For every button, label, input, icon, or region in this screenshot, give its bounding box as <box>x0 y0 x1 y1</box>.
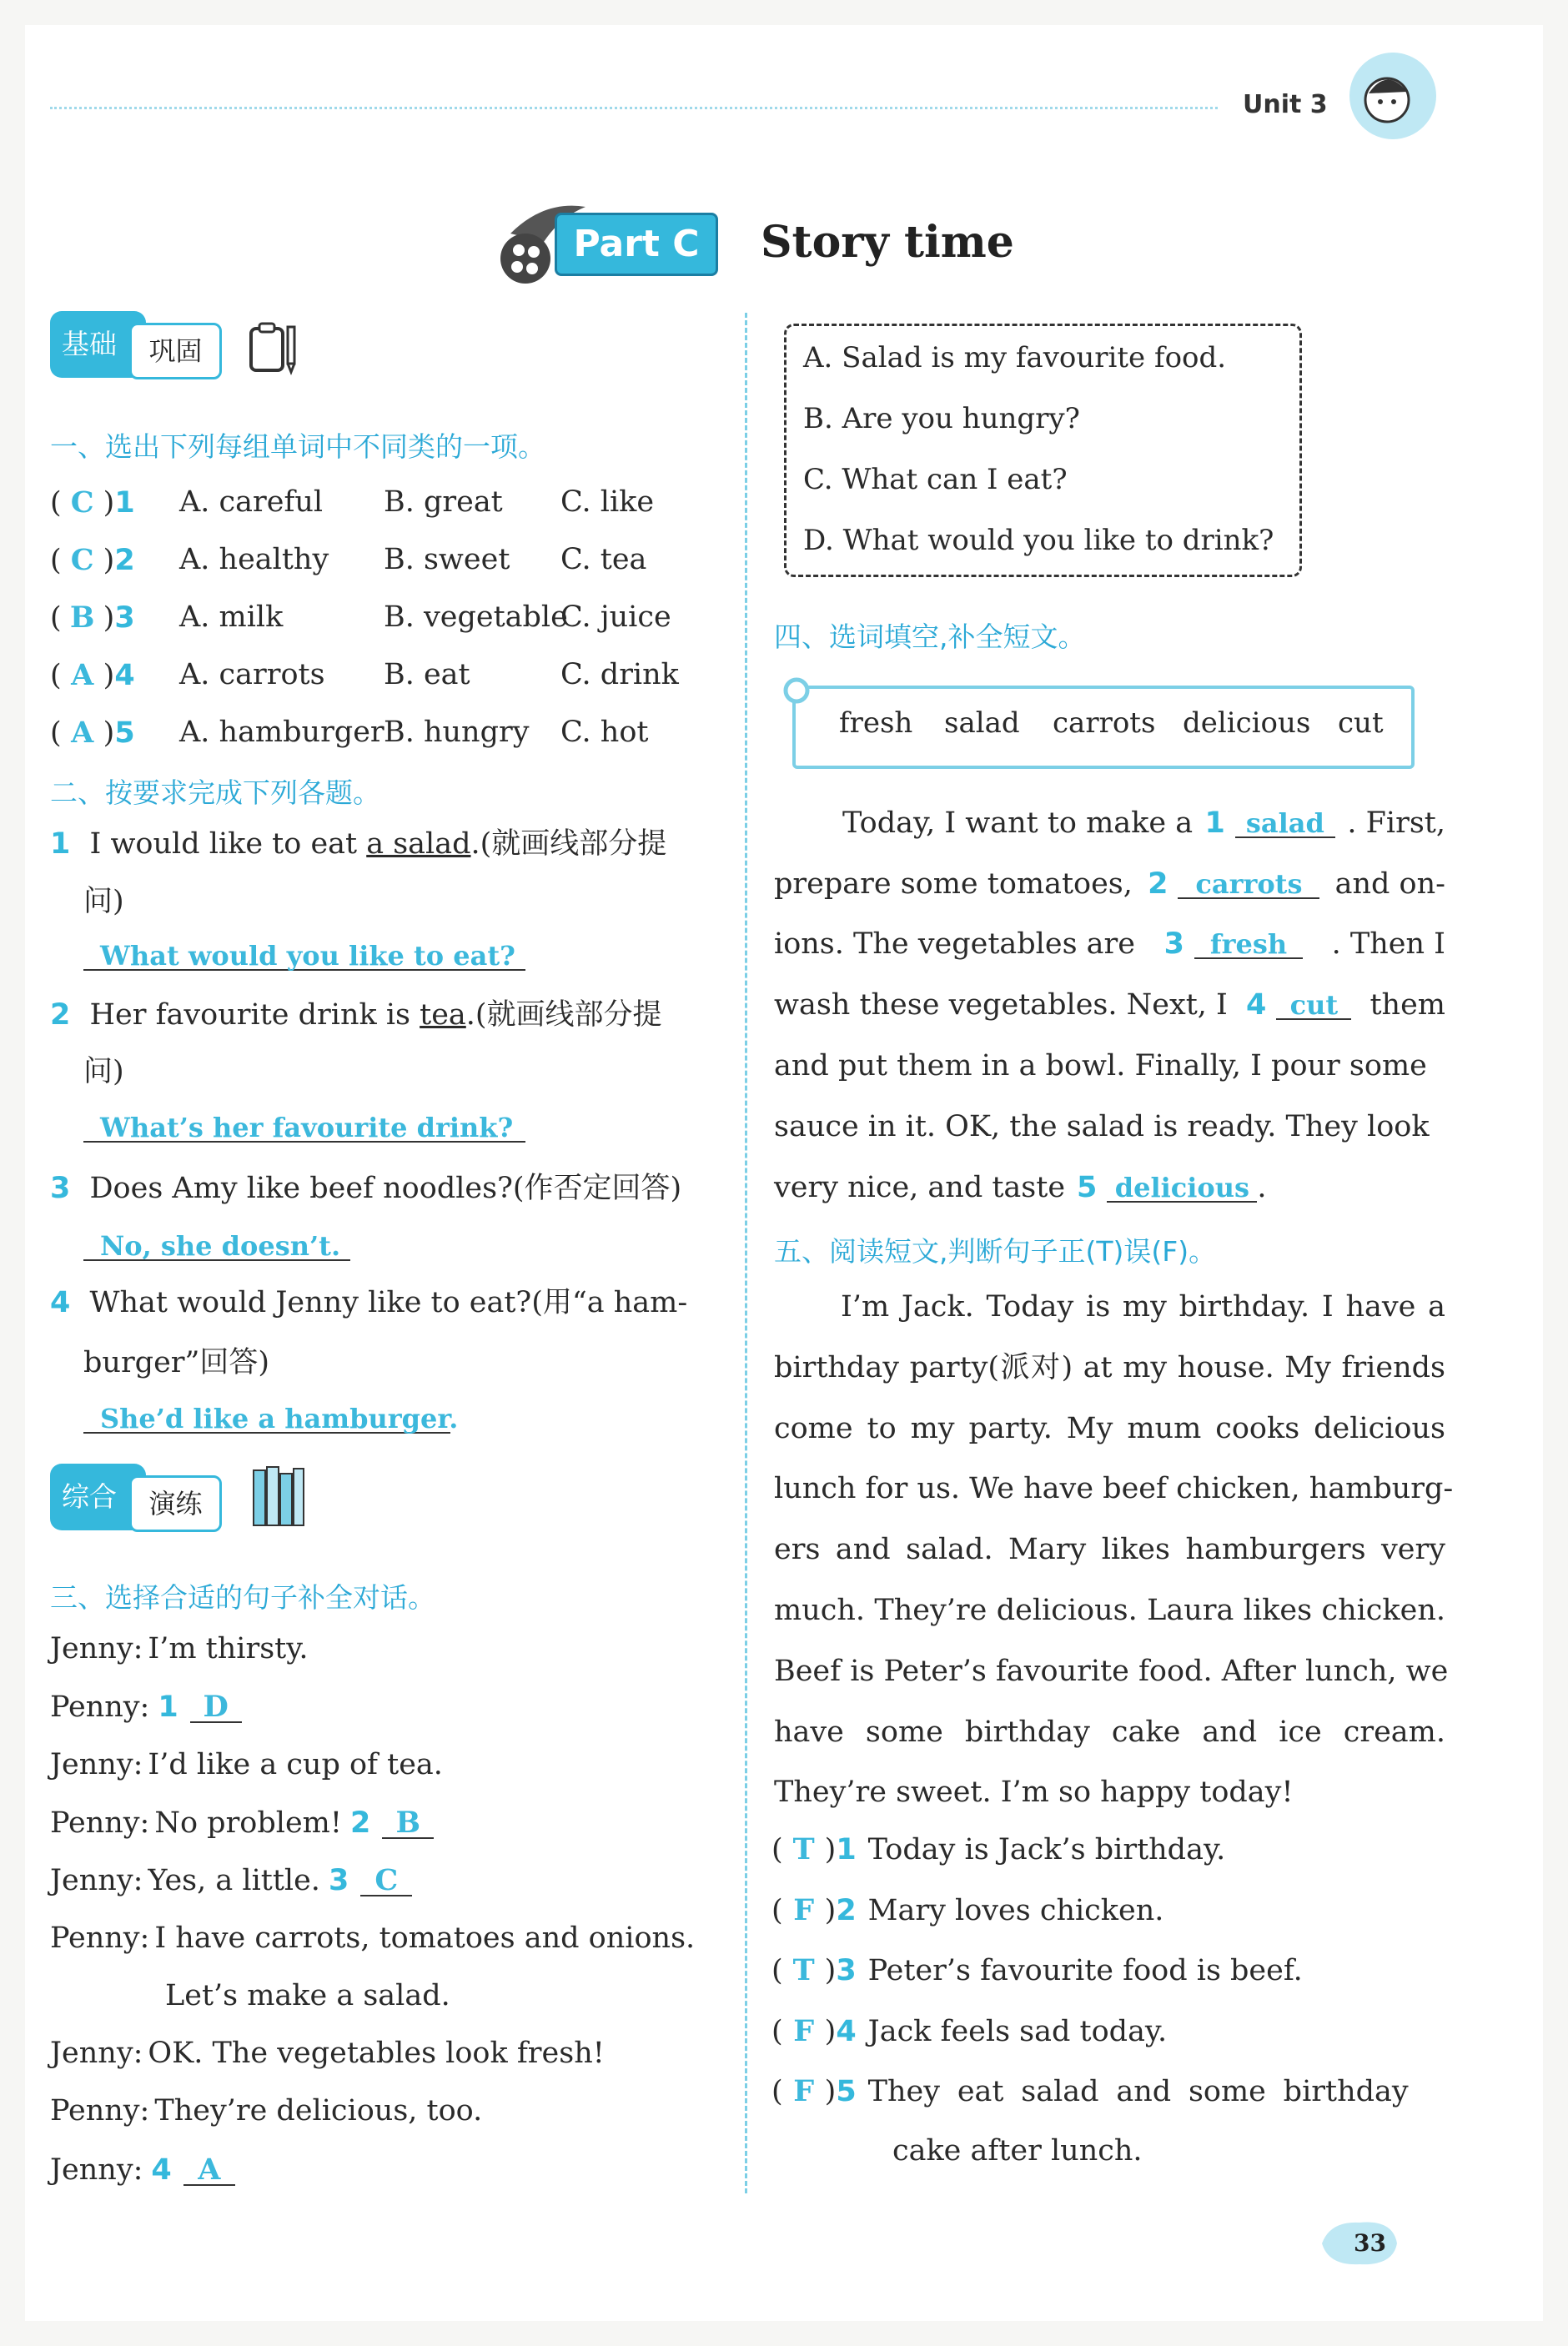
passage-text: very nice, and taste <box>774 1171 1066 1204</box>
passage-text: . First, <box>1347 806 1445 840</box>
section2-title: 二、按要求完成下列各题。 <box>50 776 380 809</box>
s5-paren-open: ( <box>771 1893 783 1927</box>
badge-basic-2: 巩固 <box>129 323 222 379</box>
passage-text: sauce in it. OK, the salad is ready. They look <box>774 1110 1430 1143</box>
s1-answer: A <box>71 716 94 750</box>
s2-q2-answer <box>83 1114 525 1143</box>
passage-blank-answer: carrots <box>1178 871 1319 899</box>
option-a: A. Salad is my favourite food. <box>803 341 1227 374</box>
word-fresh: fresh <box>839 706 913 740</box>
s1-option-c: C. tea <box>560 543 647 576</box>
s1-option-a: A. careful <box>179 485 324 519</box>
s5-passage-line: lunch for us. We have beef chicken, hamburg- <box>774 1472 1454 1506</box>
dialogue-line <box>50 1805 434 1840</box>
s5-paren-close: ) <box>824 2075 837 2108</box>
s2-q1-pre: I would like to eat <box>89 827 367 861</box>
s5-paren-open: ( <box>771 1954 783 1987</box>
s2-q2-line2: 问) <box>83 1055 124 1088</box>
s1-option-a: A. carrots <box>179 658 325 691</box>
word-cut: cut <box>1338 706 1384 740</box>
dialogue-blank-answer: A <box>183 2155 235 2186</box>
passage-blank-answer: cut <box>1276 992 1351 1020</box>
passage-blank <box>1204 806 1335 840</box>
s1-paren-close: ) <box>103 716 115 750</box>
pin-icon <box>780 674 813 707</box>
s2-q4-num: 4 <box>50 1286 71 1319</box>
s5-paren-close: ) <box>824 1954 837 1987</box>
passage-blank-answer: fresh <box>1194 931 1303 959</box>
s1-answer: B <box>69 600 95 635</box>
s5-passage-line: much. They’re delicious. Laura likes chicken. <box>774 1594 1445 1627</box>
dialogue-text: No problem! <box>154 1806 342 1840</box>
s1-paren-open: ( <box>50 544 62 577</box>
dialogue-blank-num: 1 <box>158 1690 178 1725</box>
dialogue-speaker: Jenny: <box>50 1864 143 1898</box>
passage-text: prepare some tomatoes, <box>774 867 1133 901</box>
s2-q3-num: 3 <box>50 1172 71 1205</box>
s2-q4-text: What would Jenny like to eat?(用“a ham- <box>89 1286 688 1319</box>
badge-basic-1: 基础 <box>50 311 146 378</box>
s5-paren-close: ) <box>824 1893 837 1927</box>
s5-num: 3 <box>836 1954 857 1987</box>
dialogue-text: OK. The vegetables look fresh! <box>148 2037 605 2071</box>
s1-option-b: B. sweet <box>384 543 510 576</box>
s5-num: 1 <box>836 1833 857 1866</box>
s2-q1-line2: 问) <box>83 885 124 918</box>
passage-blank-answer: delicious <box>1107 1174 1257 1203</box>
s5-passage-line: have some birthday cake and ice cream. <box>774 1715 1445 1749</box>
s1-paren-open: ( <box>50 716 62 750</box>
dialogue-line <box>50 2094 483 2128</box>
dialogue-blank-num: 2 <box>349 1806 371 1840</box>
dialogue-text: Yes, a little. <box>148 1864 320 1898</box>
s5-item <box>771 2013 1168 2048</box>
s5-answer: T <box>792 1832 815 1866</box>
column-divider <box>745 313 747 2193</box>
s1-option-b: B. eat <box>384 658 470 691</box>
s2-q1 <box>50 827 667 861</box>
section1-title: 一、选出下列每组单词中不同类的一项。 <box>50 430 545 463</box>
mascot-icon <box>1339 42 1447 150</box>
word-delicious: delicious <box>1183 706 1311 740</box>
s5-paren-open: ( <box>771 2014 783 2048</box>
page-title: Story time <box>761 217 1014 268</box>
passage-line <box>774 988 1445 1022</box>
s2-q1-underline: a salad <box>366 827 471 861</box>
s5-paren-open: ( <box>771 1833 783 1866</box>
dialogue-speaker: Penny: <box>50 1921 150 1955</box>
s1-answer: C <box>70 543 94 577</box>
option-b: B. Are you hungry? <box>803 402 1080 435</box>
option-d: D. What would you like to drink? <box>803 524 1274 557</box>
s2-q1-answer <box>83 942 525 971</box>
s5-item <box>771 1953 1303 1987</box>
passage-blank-num: 1 <box>1204 806 1225 840</box>
s5-text: They eat salad and some birthday <box>867 2075 1409 2108</box>
passage-text: . Then I <box>1331 927 1445 961</box>
dialogue-text: I’d like a cup of tea. <box>148 1747 443 1781</box>
dialogue-blank-num: 3 <box>328 1864 349 1898</box>
dialogue-speaker: Jenny: <box>50 1632 143 1665</box>
badge-comp-1: 综合 <box>50 1464 146 1530</box>
s1-paren-open: ( <box>50 486 62 520</box>
dialogue-blank-answer: D <box>190 1692 242 1723</box>
s2-q3-answer-text: No, she doesn’t. <box>100 1230 341 1262</box>
s5-paren-open: ( <box>771 2075 783 2108</box>
dialogue-text: I’m thirsty. <box>148 1632 309 1665</box>
s2-q2 <box>50 998 662 1032</box>
s5-num: 4 <box>836 2014 857 2048</box>
passage-line <box>774 927 1445 961</box>
s1-paren-close: ) <box>103 486 115 520</box>
s5-text: Today is Jack’s birthday. <box>867 1833 1226 1866</box>
passage-text: ions. The vegetables are <box>774 927 1135 961</box>
s1-row <box>50 718 143 748</box>
passage-blank-answer: salad <box>1235 810 1335 838</box>
header-dotted-rule <box>50 107 1218 109</box>
s5-answer: F <box>793 2074 815 2108</box>
s1-num: 3 <box>114 601 135 635</box>
dialogue-speaker: Penny: <box>50 1690 150 1725</box>
s5-text: Jack feels sad today. <box>867 2014 1168 2048</box>
s1-option-c: C. like <box>560 485 655 519</box>
passage-blank-num: 3 <box>1163 927 1184 961</box>
s1-option-b: B. great <box>384 485 503 519</box>
passage-blank <box>1163 927 1303 961</box>
s2-q2-underline: tea <box>420 998 466 1032</box>
s1-option-b: B. hungry <box>384 716 530 749</box>
s2-q2-pre: Her favourite drink is <box>89 998 420 1032</box>
part-label <box>555 213 718 276</box>
s2-q3 <box>50 1174 681 1203</box>
s5-passage-line: come to my party. My mum cooks delicious <box>774 1411 1445 1445</box>
s2-q3-text: Does Amy like beef noodles?(作否定回答) <box>89 1172 682 1205</box>
dialogue-speaker: Jenny: <box>50 1747 143 1781</box>
s5-answer: F <box>793 2013 815 2048</box>
s2-q2-post: .(就画线部分提 <box>465 998 662 1032</box>
passage-text: and on- <box>1334 867 1445 901</box>
passage-blank-num: 5 <box>1077 1171 1098 1204</box>
passage-text: and put them in a bowl. Finally, I pour some <box>774 1049 1427 1083</box>
s1-option-a: A. milk <box>179 600 284 634</box>
passage-line <box>774 1110 1445 1143</box>
s2-q2-answer-text: What’s her favourite drink? <box>100 1112 514 1143</box>
s2-q1-num: 1 <box>50 827 71 861</box>
dialogue-line <box>50 1921 696 1955</box>
dialogue-text: They’re delicious, too. <box>154 2094 483 2128</box>
s1-num: 5 <box>114 716 135 750</box>
part-label-text: Part C <box>573 223 700 265</box>
dialogue-text: Let’s make a salad. <box>165 1978 450 2012</box>
s2-q4-answer <box>83 1403 459 1434</box>
badge-comp <box>50 1464 234 1539</box>
s1-paren-open: ( <box>50 659 62 692</box>
section3-title: 三、选择合适的句子补全对话。 <box>50 1581 435 1614</box>
unit-label: Unit 3 <box>1243 90 1328 119</box>
dialogue-line <box>160 1978 450 2012</box>
s1-answer: A <box>71 658 94 692</box>
dialogue-line <box>50 2152 235 2187</box>
s5-item <box>771 1832 1226 1866</box>
s5-answer: T <box>792 1953 815 1987</box>
dialogue-speaker: Jenny: <box>50 2037 143 2071</box>
passage-text: them <box>1369 988 1445 1022</box>
s5-text-line2: cake after lunch. <box>892 2134 1143 2168</box>
s5-num: 5 <box>836 2075 857 2108</box>
dialogue-line <box>50 1863 412 1898</box>
passage-blank-num: 4 <box>1245 988 1267 1022</box>
s2-q4-line2: burger”回答) <box>83 1346 270 1379</box>
section4-title: 四、选词填空,补全短文。 <box>774 620 1086 653</box>
s5-passage-line: ers and salad. Mary likes hamburgers very <box>774 1533 1445 1567</box>
s2-q2-num: 2 <box>50 998 71 1032</box>
passage-blank-num: 2 <box>1148 867 1168 901</box>
dialogue-line <box>50 1632 309 1665</box>
s5-text: Mary loves chicken. <box>867 1893 1164 1927</box>
passage-line <box>774 1049 1445 1083</box>
dialogue-line <box>50 1747 443 1781</box>
page-number: 33 <box>1354 2229 1386 2257</box>
s1-row <box>50 545 143 575</box>
passage-text: wash these vegetables. Next, I <box>774 988 1228 1022</box>
s1-row <box>50 600 143 635</box>
s5-item <box>771 1892 1164 1927</box>
passage-blank <box>1148 867 1319 901</box>
s2-q1-post: .(就画线部分提 <box>470 827 667 861</box>
s5-paren-close: ) <box>824 1833 837 1866</box>
word-carrots: carrots <box>1053 706 1156 740</box>
s2-q1-answer-text: What would you like to eat? <box>100 940 515 972</box>
s1-paren-close: ) <box>103 544 115 577</box>
passage-line <box>774 1173 1267 1203</box>
dialogue-text: I have carrots, tomatoes and onions. <box>154 1921 696 1955</box>
passage-line <box>774 867 1445 901</box>
dialogue-blank-answer: B <box>382 1808 434 1839</box>
books-icon <box>250 1464 309 1530</box>
passage-blank <box>1077 1171 1257 1204</box>
s1-num: 2 <box>114 544 135 577</box>
s1-option-c: C. hot <box>560 716 649 749</box>
s2-q4-answer-text: She’d like a hamburger. <box>100 1403 459 1434</box>
word-salad: salad <box>944 706 1020 740</box>
dialogue-blank-answer: C <box>360 1866 412 1896</box>
badge-basic <box>50 311 234 386</box>
passage-text: Today, I want to make a <box>842 806 1194 840</box>
s5-item <box>771 2074 1409 2108</box>
s1-answer: C <box>70 485 94 520</box>
s1-paren-close: ) <box>103 601 115 635</box>
s1-num: 1 <box>114 486 135 520</box>
s1-num: 4 <box>114 659 135 692</box>
s1-row <box>50 485 143 520</box>
s5-num: 2 <box>836 1893 857 1927</box>
s5-passage-line: They’re sweet. I’m so happy today! <box>774 1776 1294 1810</box>
clipboard-icon <box>246 317 304 375</box>
dialogue-blank-num: 4 <box>151 2153 172 2187</box>
s5-passage-line: birthday party(派对) at my house. My friends <box>774 1350 1445 1384</box>
s5-text: Peter’s favourite food is beef. <box>867 1954 1303 1987</box>
s2-q3-answer <box>83 1230 350 1262</box>
s5-passage-line: I’m Jack. Today is my birthday. I have a <box>841 1290 1445 1324</box>
s1-option-b: B. vegetable <box>384 600 568 634</box>
s1-option-c: C. drink <box>560 658 679 691</box>
s1-row <box>50 658 143 692</box>
passage-blank <box>1245 988 1351 1022</box>
s1-paren-open: ( <box>50 601 62 635</box>
dialogue-speaker: Penny: <box>50 1806 150 1840</box>
s5-paren-close: ) <box>824 2014 837 2048</box>
passage-line <box>774 806 1445 840</box>
s2-q4 <box>50 1286 688 1319</box>
s5-answer: F <box>793 1892 815 1927</box>
s1-option-a: A. healthy <box>179 543 329 576</box>
passage-text: . <box>1257 1171 1267 1204</box>
s5-passage-line: Beef is Peter’s favourite food. After lunch, we <box>774 1654 1449 1688</box>
dialogue-speaker: Penny: <box>50 2094 150 2128</box>
section5-title: 五、阅读短文,判断句子正(T)误(F)。 <box>774 1235 1217 1268</box>
s1-paren-close: ) <box>103 659 115 692</box>
dialogue-line <box>50 2037 605 2071</box>
option-c: C. What can I eat? <box>803 463 1068 496</box>
dialogue-speaker: Jenny: <box>50 2153 143 2187</box>
s1-option-a: A. hamburger <box>179 716 384 749</box>
s1-option-c: C. juice <box>560 600 671 634</box>
badge-comp-2: 演练 <box>129 1475 222 1532</box>
dialogue-line <box>50 1692 242 1723</box>
